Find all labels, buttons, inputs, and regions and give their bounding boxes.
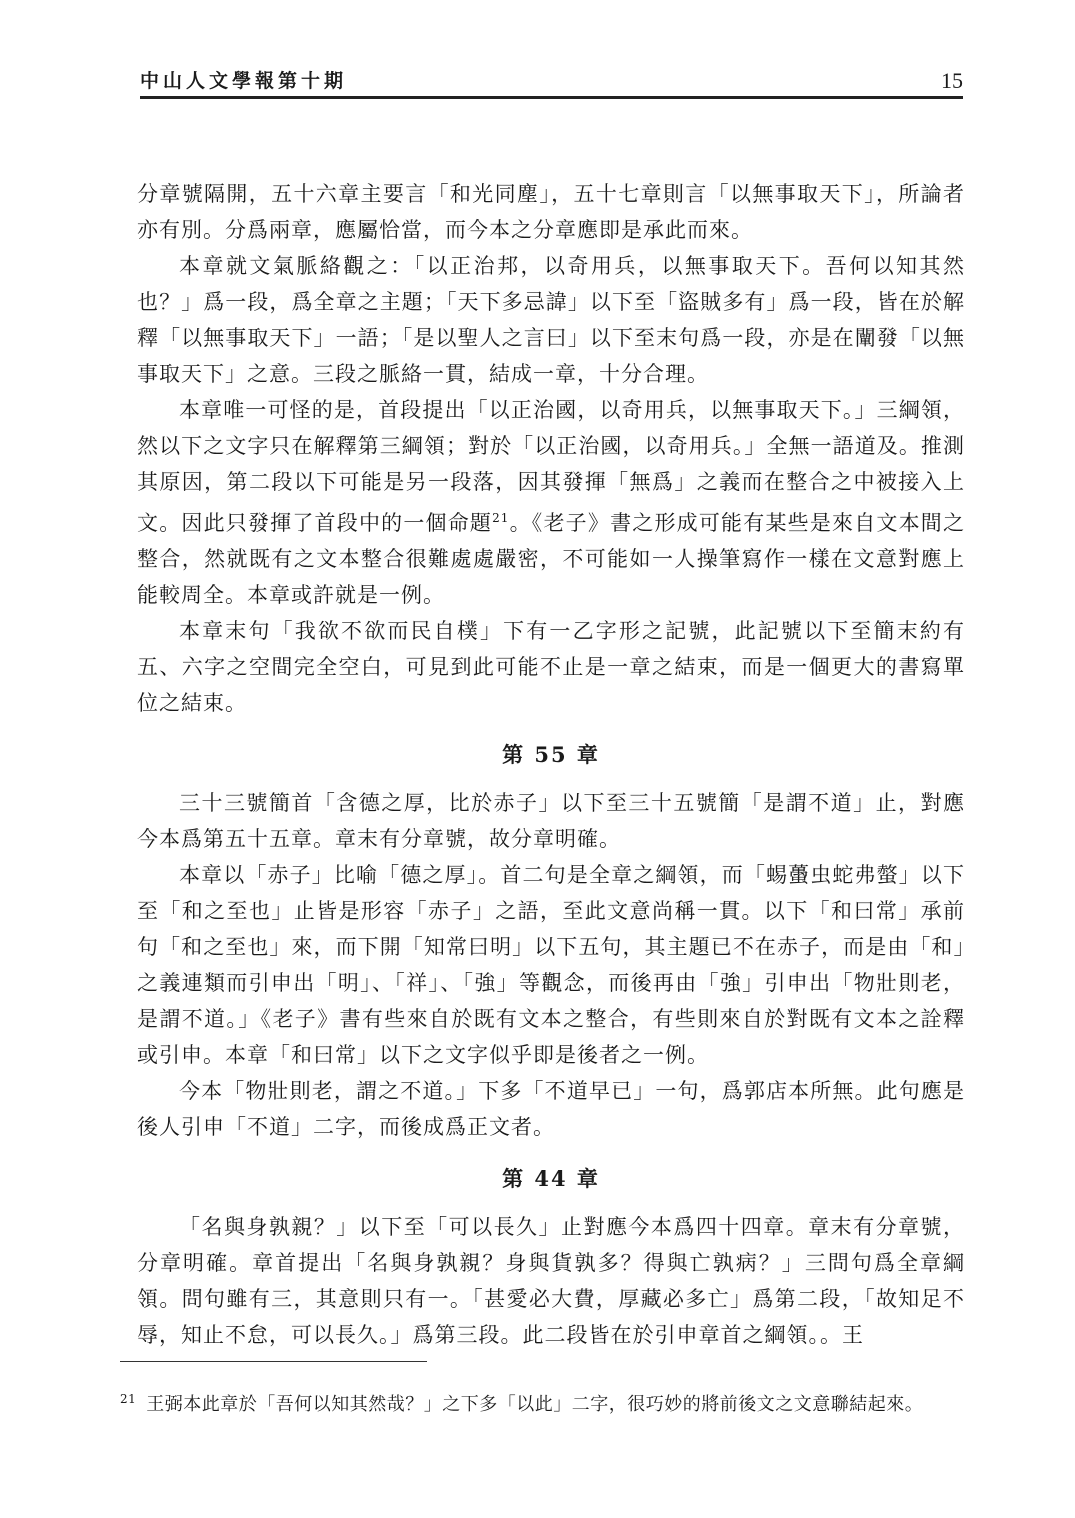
paragraph: 三十三號簡首「含德之厚，比於赤子」以下至三十五號簡「是謂不道」止，對應今本爲第五十五章。章末有分章號，故分章明確。 — [137, 791, 965, 851]
running-header — [140, 62, 963, 96]
header-rule — [140, 96, 963, 99]
journal-title: 中山人文學報第十期 — [140, 70, 348, 92]
section-heading: 第 55 章 — [502, 742, 600, 767]
paragraph — [137, 392, 965, 613]
footnote — [120, 1383, 960, 1421]
paragraph: 分章號隔開，五十六章主要言「和光同塵」，五十七章則言「以無事取天下」，所論者亦有別。分爲兩章，應屬恰當，而今本之分章應即是承此而來。 — [137, 182, 965, 242]
footnote-number: 21 — [120, 1392, 137, 1406]
footnote-reference[interactable]: 21 — [492, 511, 510, 525]
paragraph-text: 。《老子》書之形成可能有某些是來自文本間之整合，然就既有之文本整合很難處處嚴密，不可能如一人操筆寫作一樣在文意對應上能較周全。本章或許就是一例。 — [137, 511, 966, 607]
footnote-rule — [120, 1361, 427, 1362]
paragraph: 「名與身孰親？」以下至「可以長久」止對應今本爲四十四章。章末有分章號，分章明確。章首提出「名與身孰親？身與貨孰多？得與亡孰病？」三問句爲全章綱領。問句雖有三，其意則只有一。「甚愛必大費，厚藏必多亡」爲第二段，「故知足不辱，知止不怠，可以長久。」爲第三段。此二段皆在於引申章首之綱領。。王 — [137, 1215, 965, 1347]
footnote-text: 王弼本此章於「吾何以知其然哉？」之下多「以此」二字，很巧妙的將前後文之文意聯結起來。 — [146, 1394, 924, 1415]
paragraph: 本章末句「我欲不欲而民自樸」下有一乙字形之記號，此記號以下至簡末約有五、六字之空間完全空白，可見到此可能不止是一章之結束，而是一個更大的書寫單位之結束。 — [137, 619, 965, 715]
page-number: 15 — [941, 68, 963, 93]
section-heading: 第 44 章 — [502, 1166, 600, 1191]
paragraph: 本章就文氣脈絡觀之：「以正治邦，以奇用兵，以無事取天下。吾何以知其然也？」爲一段，爲全章之主題；「天下多忌諱」以下至「盜賊多有」爲一段，皆在於解釋「以無事取天下」一語；「是以聖人之言曰」以下至末句爲一段，亦是在闡發「以無事取天下」之意。三段之脈絡一貫，結成一章，十分合理。 — [137, 254, 965, 386]
body-text — [137, 176, 965, 1353]
paragraph: 本章以「赤子」比喻「德之厚」。首二句是全章之綱領，而「蜴蠆虫蛇弗螫」以下至「和之至也」止皆是形容「赤子」之語，至此文意尚稱一貫。以下「和曰常」承前句「和之至也」來，而下開「知常曰明」以下五句，其主題已不在赤子，而是由「和」之義連類而引申出「明」、「祥」、「強」等觀念，而後再由「強」引申出「物壯則老，是謂不道。」《老子》書有些來自於既有文本之整合，有些則來自於對既有文本之詮釋或引申。本章「和曰常」以下之文字似乎即是後者之一例。 — [137, 863, 965, 1067]
paragraph: 今本「物壯則老，謂之不道。」下多「不道早已」一句，爲郭店本所無。此句應是後人引申「不道」二字，而後成爲正文者。 — [137, 1079, 965, 1139]
paragraph-text: 本章唯一可怪的是，首段提出「以正治國，以奇用兵，以無事取天下。」三綱領，然以下之文字只在解釋第三綱領；對於「以正治國，以奇用兵。」全無一語道及。推測其原因，第二段以下可能是另一段落，因其發揮「無爲」之義而在整合之中被接入上文。因此只發揮了首段中的一個命題 — [137, 398, 965, 535]
